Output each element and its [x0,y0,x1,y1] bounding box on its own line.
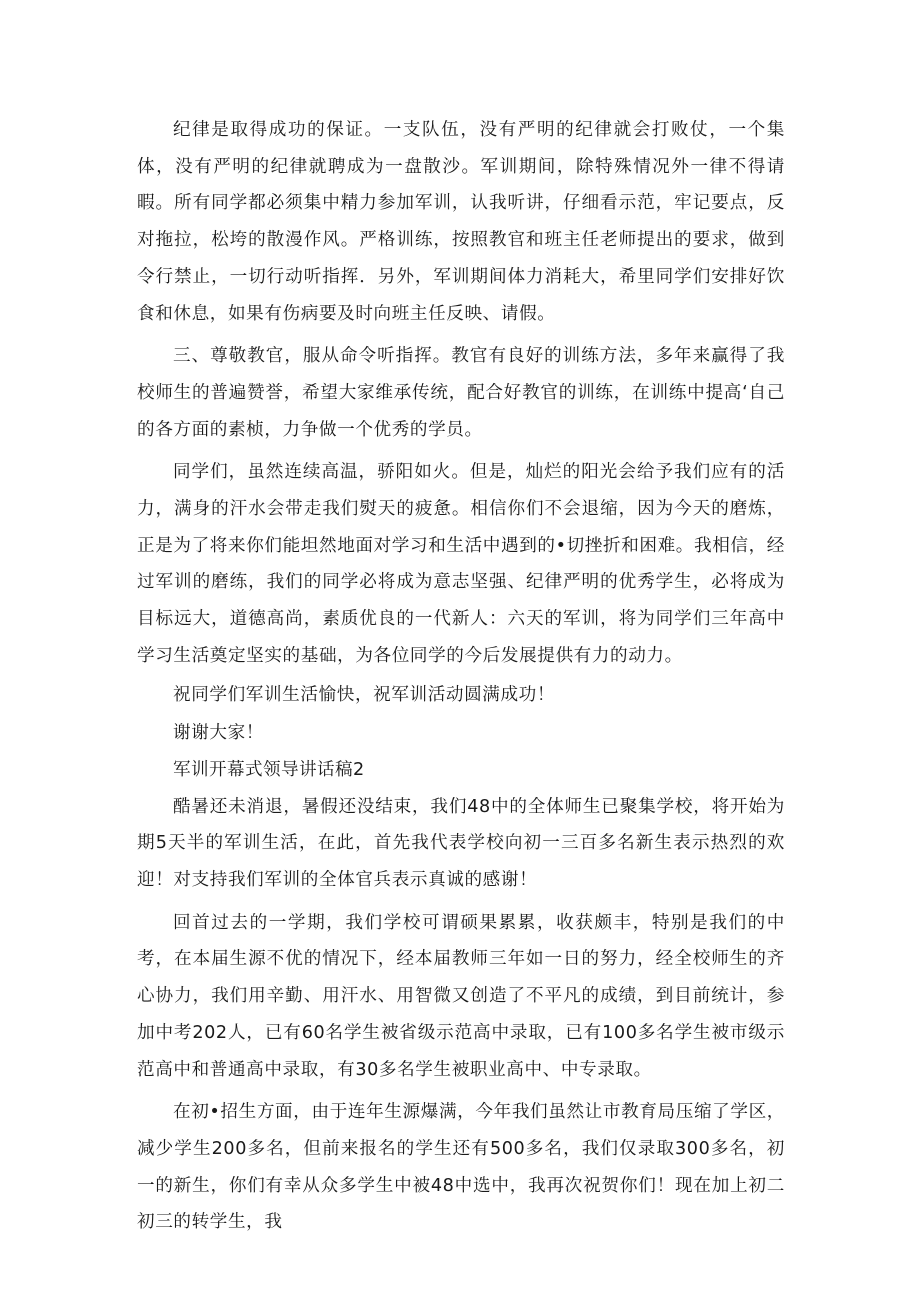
paragraph-wishes: 祝同学们军训生活愉快，祝军训活动圆满成功！ [173,684,556,705]
paragraph-achievements: 回首过去的一学期，我们学校可谓硕果累累，收获颇丰，特别是我们的中考，在本届生源不优的情况下，经本届教师三年如一日的努力，经全校师生的齐心协力，我们用辛勤、用汗水、用智微又创造了不平凡的成绩，到目前统计，参加中考202人，已有60名学生被省级示范高中录取，已有100多名学生被市级示范高中和普通高中录取，有30多名学生被职业高中、中专录取。 [137,912,785,1080]
paragraph-respect-instructors: 三、尊敬教官，服从命令听指挥。教官有良好的训练方法，多年来赢得了我校师生的普遍赞誉，希望大家维承传统，配合好教官的训练，在训练中提高‘自己的各方面的素桢，力争做一个优秀的学员。 [137,346,785,440]
paragraph-welcome: 酷暑还未消退，暑假还没结束，我们48中的全体师生已聚集学校，将开始为期5天半的军训生活，在此，首先我代表学校向初一三百多名新生表示热烈的欢迎！对支持我们军训的全体官兵表示真诚的感谢！ [137,796,785,891]
document-body [137,112,785,1241]
paragraph-enrollment: 在初•招生方面，由于连年生源爆满，今年我们虽然让市教育局压缩了学区，减少学生200多名，但前来报名的学生还有500多名，我们仅录取300多名，初一的新生，你们有幸从众多学生中被48中选中，我再次祝贺你们！现在加上初二初三的转学生，我 [137,1102,785,1233]
paragraph-encouragement: 同学们，虽然连续高温，骄阳如火。但是，灿烂的阳光会给予我们应有的活力，满身的汗水会带走我们熨天的疲惫。相信你们不会退缩，因为今天的磨炼，正是为了将来你们能坦然地面对学习和生活中遇到的•切挫折和困难。我相信，经过军训的磨练，我们的同学必将成为意志坚强、纪律严明的优秀学生，必将成为目标远大，道德高尚，素质优良的一代新人：六天的军训，将为同学们三年高中学习生活奠定坚实的基础，为各位同学的今后发展提供有力的动力。 [137,462,785,666]
section-heading: 军训开幕式领导讲话稿2 [173,759,365,780]
paragraph-thanks: 谢谢大家！ [173,723,264,744]
paragraph-discipline: 纪律是取得成功的保证。一支队伍，没有严明的纪律就会打败仗，一个集体，没有严明的纪律就聘成为一盘散沙。军训期间，除特殊情况外一律不得请暇。所有同学都必须集中精力参加军训，认我听讲，仔细看示范，牢记要点，反对拖拉，松垮的散漫作风。严格训练，按照教官和班主任老师提出的要求，做到令行禁止，一切行动听指挥．另外，军训期间体力消耗大，希里同学们安排好饮食和休息，如果有伤病要及时向班主任反映、请假。 [137,120,785,324]
